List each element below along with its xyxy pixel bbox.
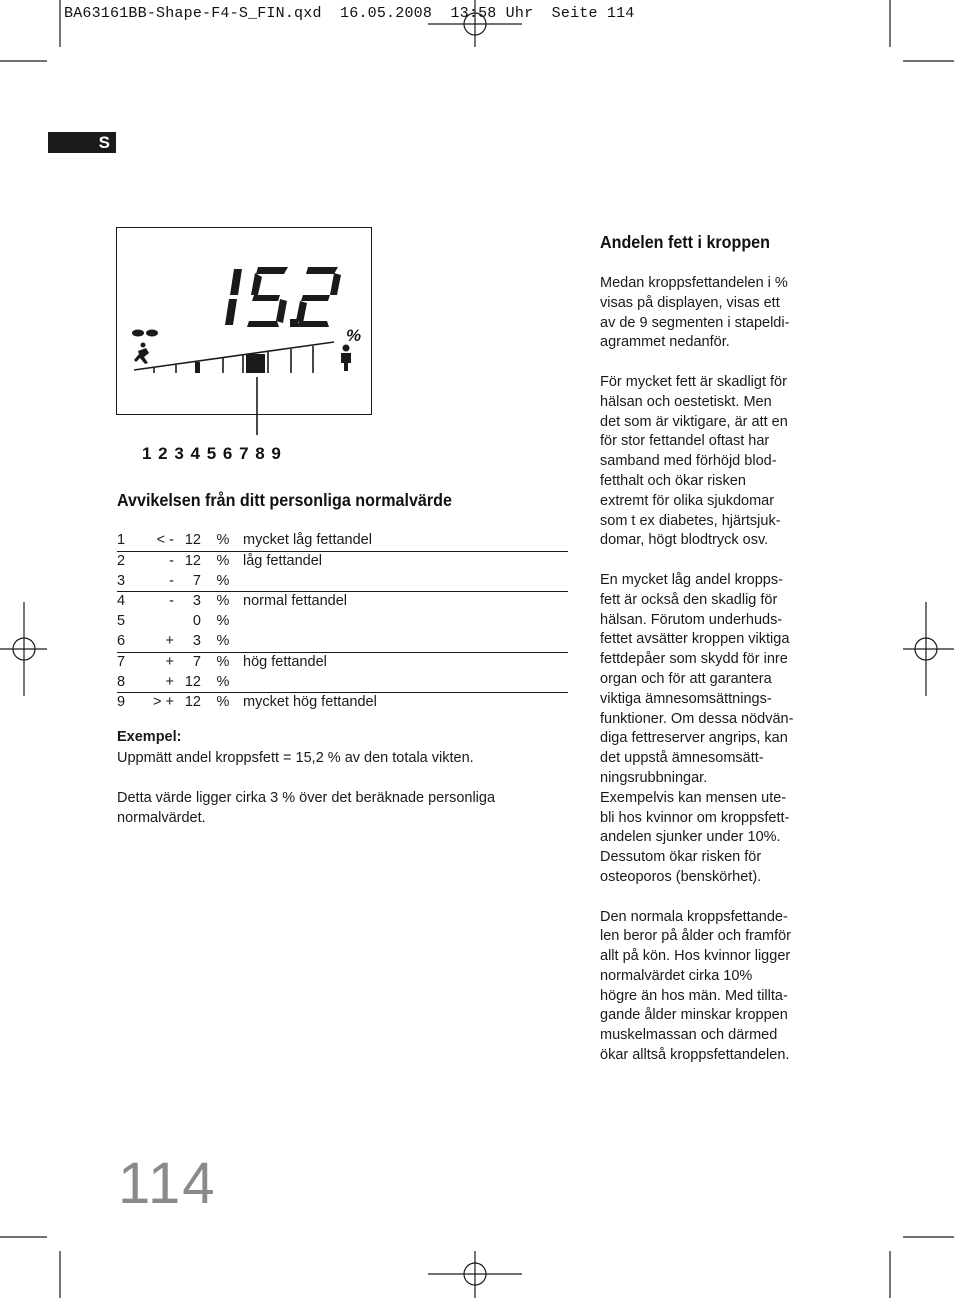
- text-line: fetthalt och ökar risken: [600, 472, 746, 489]
- table-row: [117, 592, 568, 612]
- cell-num: 8: [117, 673, 143, 693]
- cell-desc: [243, 572, 568, 592]
- cell-num: 3: [117, 572, 143, 592]
- text-line: För mycket fett är skadligt för: [600, 373, 787, 390]
- text-line: Den normala kroppsfettande-: [600, 908, 788, 925]
- cell-value: 12: [184, 552, 201, 569]
- text-line: som t ex diabetes, hjärtsjuk-: [600, 512, 781, 529]
- table-row: [117, 612, 568, 632]
- file-slug: BA63161BB-Shape-F4-S_FIN.qxd 16.05.2008 13:58 Uhr Seite 114: [64, 5, 635, 22]
- text-line: viktiga ämnesomsättnings-: [600, 690, 772, 707]
- fat-heading: Andelen fett i kroppen: [600, 232, 770, 252]
- cell-desc: mycket låg fettandel: [243, 531, 568, 551]
- cell-sign: -: [169, 593, 174, 610]
- deviation-heading: Avvikelsen från ditt personliga normalvärde: [117, 490, 452, 510]
- text-line: Medan kroppsfettandelen i %: [600, 275, 788, 291]
- cell-num: 4: [117, 593, 126, 610]
- cell-desc: [243, 632, 568, 652]
- text-line: högre än hos män. Med tillta-: [600, 987, 788, 1004]
- paragraph: [600, 274, 815, 353]
- text-line: hälsan. Förutom underhuds-: [600, 611, 783, 628]
- cell-unit: %: [216, 694, 230, 711]
- text-line: ökar alltså kroppsfettandelen.: [600, 1047, 790, 1064]
- cell-value: 7: [192, 653, 201, 670]
- text-line: allt på kön. Hos kvinnor ligger: [600, 948, 791, 965]
- segment-bar: [134, 342, 334, 373]
- text-line: osteoporos (benskörhet).: [600, 868, 762, 885]
- cell-unit: %: [216, 593, 230, 610]
- text-line: muskelmassan och därmed: [600, 1027, 778, 1044]
- cell-value: 3: [174, 632, 201, 652]
- cell-unit: %: [216, 653, 230, 670]
- cell-value: 12: [174, 531, 201, 551]
- table-row: [117, 531, 568, 551]
- text-line: Exempelvis kan mensen ute-: [600, 789, 787, 806]
- text-line: ningsrubbningar.: [600, 769, 708, 786]
- cell-num: 5: [117, 613, 126, 630]
- cell-sign: -: [169, 552, 174, 569]
- text-line: organ och för att garantera: [600, 670, 772, 687]
- table-row: [117, 673, 568, 693]
- cell-sign: +: [165, 653, 174, 670]
- person-icon: [341, 345, 351, 372]
- text-line: av de 9 segmenten i stapeldi-: [600, 314, 790, 331]
- text-line: andelen sjunker under 10%.: [600, 829, 781, 846]
- cell-sign: [143, 612, 174, 632]
- example-label: Exempel:: [117, 729, 182, 745]
- cell-desc: hög fettandel: [243, 653, 327, 670]
- text-line: normalvärdet cirka 10%: [600, 967, 753, 984]
- paragraph: [600, 571, 815, 888]
- text-line: samband med förhöjd blod-: [600, 453, 777, 470]
- cell-desc: normal fettandel: [243, 593, 347, 610]
- cell-desc: mycket hög fettandel: [243, 694, 377, 711]
- table-row: [117, 632, 568, 652]
- text-line: diga fettreserver angrips, kan: [600, 730, 788, 747]
- text-line: En mycket låg andel kropps-: [600, 571, 783, 588]
- text-line: agrammet nedanför.: [600, 334, 730, 351]
- cell-sign: > +: [153, 694, 174, 711]
- table-row: [117, 652, 568, 672]
- cell-unit: %: [216, 613, 230, 630]
- table-row: [117, 572, 568, 592]
- text-line: funktioner. Om dessa nödvän-: [600, 710, 794, 727]
- cell-num: 2: [117, 552, 126, 569]
- athlete-icon: [132, 330, 158, 365]
- cell-desc: låg fettandel: [243, 552, 323, 569]
- deviation-table: [117, 531, 568, 713]
- paragraph: [600, 908, 815, 1066]
- example-text-1: Uppmätt andel kroppsfett = 15,2 % av den totala vikten.: [117, 750, 474, 766]
- cell-num: 7: [117, 653, 126, 670]
- percent-symbol: %: [346, 326, 362, 345]
- table-row: [117, 693, 568, 713]
- scale-display-diagram: [116, 227, 372, 437]
- cell-num: 1: [117, 531, 143, 551]
- text-line: hälsan och oestetiskt. Men: [600, 393, 772, 410]
- text-line: gande ålder minskar kroppen: [600, 1007, 788, 1024]
- cell-desc: [243, 673, 568, 693]
- fat-body: [600, 274, 815, 1086]
- paragraph: [600, 373, 815, 551]
- text-line: len beror på ålder och framför: [600, 928, 792, 945]
- cell-value: 7: [174, 572, 201, 592]
- text-line: domar, högt blodtryck osv.: [600, 532, 769, 549]
- text-line: bli hos kvinnor om kroppsfett-: [600, 809, 790, 826]
- language-tab: S: [48, 132, 116, 153]
- cell-unit: %: [216, 552, 230, 569]
- text-line: det som är viktigare, är att en: [600, 413, 788, 430]
- cell-sign: +: [143, 632, 174, 652]
- cell-num: 9: [117, 694, 126, 711]
- text-line: fettet avsätter kroppen viktiga: [600, 631, 790, 648]
- text-line: extremt för olika sjukdomar: [600, 492, 775, 509]
- text-line: det uppstå ämnesomsätt-: [600, 750, 764, 767]
- cell-unit: %: [201, 572, 243, 592]
- cell-sign: < -: [143, 531, 174, 551]
- cell-value: 3: [192, 593, 201, 610]
- text-line: fett är också den skadlig för: [600, 591, 778, 608]
- table-row: [117, 551, 568, 571]
- cell-unit: %: [201, 531, 243, 551]
- text-line: fettdepåer som skydd för inre: [600, 651, 788, 668]
- cell-value: 0: [192, 613, 201, 630]
- cell-unit: %: [201, 673, 243, 693]
- text-line: visas på displayen, visas ett: [600, 294, 780, 311]
- cell-sign: -: [143, 572, 174, 592]
- cell-unit: %: [201, 632, 243, 652]
- cell-sign: +: [143, 673, 174, 693]
- lcd-digits: [225, 267, 341, 327]
- segment-numbers: 1 2 3 4 5 6 7 8 9: [142, 444, 281, 463]
- example-text-2: Detta värde ligger cirka 3 % över det beräknade personliga normalvärdet.: [117, 790, 496, 826]
- cell-num: 6: [117, 632, 143, 652]
- cell-value: 12: [184, 694, 201, 711]
- cell-desc: [243, 612, 568, 632]
- cell-value: 12: [174, 673, 201, 693]
- page-number: 114: [118, 1151, 217, 1216]
- text-line: för stor fettandel oftast har: [600, 433, 770, 450]
- text-line: Dessutom ökar risken för: [600, 849, 762, 866]
